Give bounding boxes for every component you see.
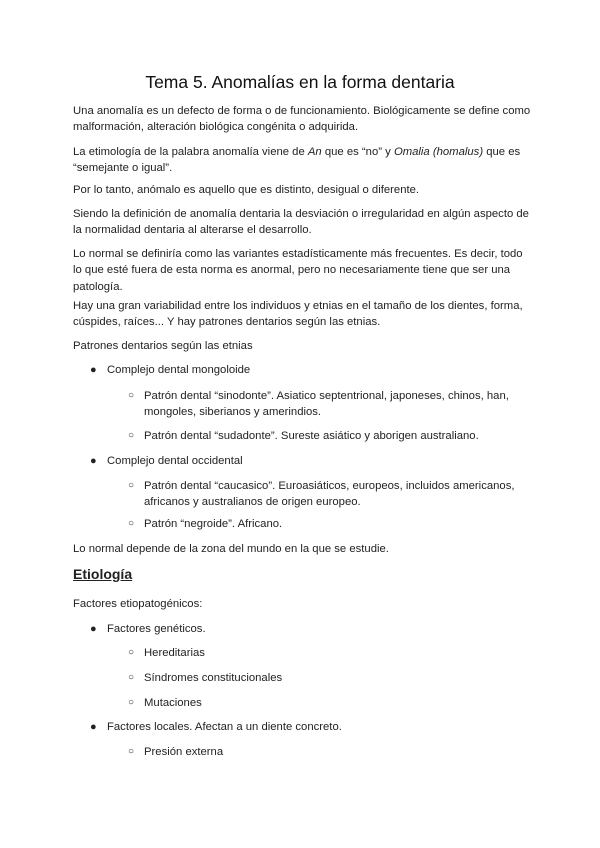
etymology-text-c: que es “no” y: [321, 146, 394, 158]
paragraph-anomalo: Por lo tanto, anómalo es aquello que es distinto, desigual o diferente.: [73, 184, 420, 196]
paragraph-etymology: [73, 144, 533, 177]
bullet-icon: ●: [90, 721, 97, 733]
bullet-icon: ●: [90, 455, 97, 467]
sub-bullet-icon: ○: [128, 430, 135, 441]
bullet-icon: ●: [90, 364, 97, 376]
list-item-caucasico: Patrón dental “caucasico”. Euroasiáticos, europeos, incluidos americanos, africanos y australianos de origen europeo.: [144, 480, 515, 509]
etymology-term-an: An: [307, 146, 322, 158]
paragraph-definition: Una anomalía es un defecto de forma o de funcionamiento. Biológicamente se define como malformación, alteración biológica congénita o adquirida.: [73, 105, 531, 134]
etymology-text-e: que es “semejante o igual”.: [73, 146, 521, 175]
sub-bullet-icon: ○: [128, 390, 135, 401]
sub-bullet-icon: ○: [128, 647, 135, 658]
paragraph-factores: Factores etiopatogénicos:: [73, 598, 203, 610]
sub-bullet-icon: ○: [128, 697, 135, 708]
list-item-sindromes: Síndromes constitucionales: [144, 672, 283, 684]
list-item-geneticos: Factores genéticos.: [107, 623, 206, 635]
sub-bullet-icon: ○: [128, 480, 135, 491]
paragraph-zona: Lo normal depende de la zona del mundo en la que se estudie.: [73, 543, 389, 555]
paragraph-variabilidad: Hay una gran variabilidad entre los individuos y etnias en el tamaño de los dientes, forma, cúspides, raíces... Y hay patrones dentarios según las etnias.: [73, 300, 523, 329]
list-item-sinodonte: Patrón dental “sinodonte”. Asiatico septentrional, japoneses, chinos, han, mongoles, siberianos y amerindios.: [144, 390, 509, 419]
paragraph-patrones: Patrones dentarios según las etnias: [73, 340, 253, 352]
section-title-etiologia: Etiología: [73, 566, 133, 582]
sub-bullet-icon: ○: [128, 746, 135, 757]
sub-bullet-icon: ○: [128, 672, 135, 683]
page-title: Tema 5. Anomalías en la forma dentaria: [145, 72, 455, 92]
list-item-mongoloide: Complejo dental mongoloide: [107, 364, 251, 376]
list-item-locales: Factores locales. Afectan a un diente concreto.: [107, 721, 342, 733]
etymology-term-omalia: Omalia (homalus): [393, 146, 484, 158]
list-item-occidental: Complejo dental occidental: [107, 455, 243, 467]
list-item-mutaciones: Mutaciones: [144, 697, 202, 709]
list-item-negroide: Patrón “negroide”. Africano.: [144, 518, 283, 530]
list-item-hereditarias: Hereditarias: [144, 647, 205, 659]
sub-bullet-icon: ○: [128, 518, 135, 529]
list-item-sudadonte: Patrón dental “sudadonte”. Sureste asiático y aborigen australiano.: [144, 430, 479, 442]
paragraph-normal: Lo normal se definiría como las variantes estadísticamente más frecuentes. Es decir, todo lo que esté fuera de esta norma es anormal, pero no necesariamente tiene que ser una patología.: [73, 248, 523, 293]
list-item-presion: Presión externa: [144, 746, 224, 758]
paragraph-anomalia-dentaria: Siendo la definición de anomalía dentaria la desviación o irregularidad en algún aspecto de la normalidad dentaria al alterarse el desarrollo.: [73, 208, 529, 237]
bullet-icon: ●: [90, 623, 97, 635]
etymology-text-a: La etimología de la palabra anomalía viene de: [73, 146, 308, 158]
